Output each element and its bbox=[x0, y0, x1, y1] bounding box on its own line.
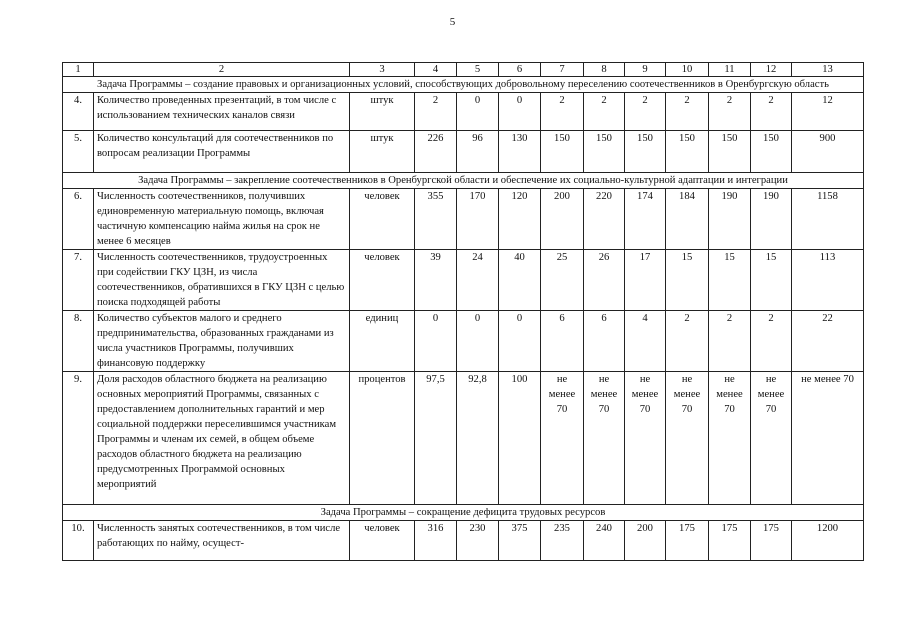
column-number-cell: 8 bbox=[584, 63, 625, 77]
value-cell: 15 bbox=[751, 250, 792, 311]
value-cell: не менее 70 bbox=[666, 372, 709, 505]
value-cell: не менее 70 bbox=[584, 372, 625, 505]
indicator-description: Количество проведенных презентаций, в том числе с использованием технических каналов связи bbox=[94, 93, 350, 131]
value-cell: 2 bbox=[751, 93, 792, 131]
column-number-cell: 12 bbox=[751, 63, 792, 77]
row-number: 5. bbox=[63, 131, 94, 173]
value-cell: 39 bbox=[415, 250, 457, 311]
value-cell: 24 bbox=[457, 250, 499, 311]
value-cell: не менее 70 bbox=[625, 372, 666, 505]
column-number-cell: 11 bbox=[709, 63, 751, 77]
value-cell: 316 bbox=[415, 521, 457, 561]
value-cell: 2 bbox=[709, 311, 751, 372]
value-cell: 190 bbox=[751, 189, 792, 250]
value-cell: 190 bbox=[709, 189, 751, 250]
task-section-row bbox=[63, 505, 864, 521]
value-cell: 150 bbox=[625, 131, 666, 173]
value-cell: 1158 bbox=[792, 189, 864, 250]
value-cell: 170 bbox=[457, 189, 499, 250]
value-cell: 0 bbox=[499, 93, 541, 131]
column-number-row bbox=[63, 63, 864, 77]
row-number: 7. bbox=[63, 250, 94, 311]
column-number-cell: 9 bbox=[625, 63, 666, 77]
indicator-description: Доля расходов областного бюджета на реализацию основных мероприятий Программы, связанных с предоставлением дополнительных гарантий и мер социальной поддержки переселившимся участникам Программы и членам их семей, в общем объеме расходов областного бюджета на реализацию предусмотренных Программой основных мероприятий bbox=[94, 372, 350, 505]
value-cell: 1200 bbox=[792, 521, 864, 561]
indicator-description: Численность соотечественников, трудоустроенных при содействии ГКУ ЦЗН, из числа соотечественников, обратившихся в ГКУ ЦЗН с целью поиска подходящей работы bbox=[94, 250, 350, 311]
value-cell: 175 bbox=[751, 521, 792, 561]
table-row bbox=[63, 131, 864, 173]
value-cell: 0 bbox=[415, 311, 457, 372]
value-cell: 2 bbox=[625, 93, 666, 131]
value-cell: 26 bbox=[584, 250, 625, 311]
value-cell: 2 bbox=[415, 93, 457, 131]
value-cell: 900 bbox=[792, 131, 864, 173]
table-body bbox=[63, 63, 864, 561]
unit-of-measure: штук bbox=[350, 93, 415, 131]
value-cell: 175 bbox=[709, 521, 751, 561]
column-number-cell: 6 bbox=[499, 63, 541, 77]
value-cell: 22 bbox=[792, 311, 864, 372]
value-cell: 40 bbox=[499, 250, 541, 311]
value-cell: 226 bbox=[415, 131, 457, 173]
row-number: 9. bbox=[63, 372, 94, 505]
column-number-cell: 2 bbox=[94, 63, 350, 77]
value-cell: 150 bbox=[584, 131, 625, 173]
unit-of-measure: штук bbox=[350, 131, 415, 173]
task-section-row bbox=[63, 77, 864, 93]
value-cell: 240 bbox=[584, 521, 625, 561]
value-cell: 92,8 bbox=[457, 372, 499, 505]
value-cell: 200 bbox=[625, 521, 666, 561]
value-cell: 375 bbox=[499, 521, 541, 561]
row-number: 8. bbox=[63, 311, 94, 372]
value-cell: 235 bbox=[541, 521, 584, 561]
value-cell: 2 bbox=[666, 311, 709, 372]
value-cell: 150 bbox=[541, 131, 584, 173]
value-cell: 4 bbox=[625, 311, 666, 372]
table-row bbox=[63, 521, 864, 561]
value-cell: 25 bbox=[541, 250, 584, 311]
table-row bbox=[63, 250, 864, 311]
value-cell: не менее 70 bbox=[751, 372, 792, 505]
task-section-title: Задача Программы – сокращение дефицита трудовых ресурсов bbox=[63, 505, 864, 521]
unit-of-measure: единиц bbox=[350, 311, 415, 372]
value-cell: 2 bbox=[751, 311, 792, 372]
value-cell: не менее 70 bbox=[541, 372, 584, 505]
value-cell: 2 bbox=[666, 93, 709, 131]
value-cell: 200 bbox=[541, 189, 584, 250]
value-cell: 15 bbox=[666, 250, 709, 311]
value-cell: 150 bbox=[666, 131, 709, 173]
column-number-cell: 3 bbox=[350, 63, 415, 77]
row-number: 4. bbox=[63, 93, 94, 131]
value-cell: 12 bbox=[792, 93, 864, 131]
indicator-description: Количество консультаций для соотечественников по вопросам реализации Программы bbox=[94, 131, 350, 173]
value-cell: 2 bbox=[541, 93, 584, 131]
value-cell: не менее 70 bbox=[792, 372, 864, 505]
value-cell: 220 bbox=[584, 189, 625, 250]
task-section-title: Задача Программы – создание правовых и организационных условий, способствующих добровольному переселению соотечественников в Оренбургскую область bbox=[63, 77, 864, 93]
value-cell: 355 bbox=[415, 189, 457, 250]
value-cell: 6 bbox=[584, 311, 625, 372]
value-cell: 2 bbox=[584, 93, 625, 131]
value-cell: 100 bbox=[499, 372, 541, 505]
table-row bbox=[63, 372, 864, 505]
value-cell: 6 bbox=[541, 311, 584, 372]
task-section-row bbox=[63, 173, 864, 189]
value-cell: 184 bbox=[666, 189, 709, 250]
unit-of-measure: человек bbox=[350, 521, 415, 561]
column-number-cell: 7 bbox=[541, 63, 584, 77]
value-cell: 230 bbox=[457, 521, 499, 561]
row-number: 6. bbox=[63, 189, 94, 250]
table-row bbox=[63, 311, 864, 372]
column-number-cell: 1 bbox=[63, 63, 94, 77]
indicator-description: Численность занятых соотечественников, в том числе работающих по найму, осущест- bbox=[94, 521, 350, 561]
column-number-cell: 4 bbox=[415, 63, 457, 77]
value-cell: 15 bbox=[709, 250, 751, 311]
row-number: 10. bbox=[63, 521, 94, 561]
column-number-cell: 10 bbox=[666, 63, 709, 77]
unit-of-measure: человек bbox=[350, 250, 415, 311]
value-cell: 175 bbox=[666, 521, 709, 561]
page-number: 5 bbox=[449, 16, 456, 28]
indicators-table bbox=[62, 62, 864, 561]
column-number-cell: 13 bbox=[792, 63, 864, 77]
unit-of-measure: человек bbox=[350, 189, 415, 250]
value-cell: 97,5 bbox=[415, 372, 457, 505]
value-cell: 0 bbox=[457, 93, 499, 131]
value-cell: 0 bbox=[457, 311, 499, 372]
value-cell: 130 bbox=[499, 131, 541, 173]
value-cell: 0 bbox=[499, 311, 541, 372]
value-cell: 113 bbox=[792, 250, 864, 311]
task-section-title: Задача Программы – закрепление соотечественников в Оренбургской области и обеспечение их социально-культурной адаптации и интеграции bbox=[63, 173, 864, 189]
value-cell: 96 bbox=[457, 131, 499, 173]
value-cell: 17 bbox=[625, 250, 666, 311]
column-number-cell: 5 bbox=[457, 63, 499, 77]
indicator-description: Количество субъектов малого и среднего предпринимательства, образованных гражданами из числа участников Программы, получивших финансовую поддержку bbox=[94, 311, 350, 372]
value-cell: 174 bbox=[625, 189, 666, 250]
value-cell: не менее 70 bbox=[709, 372, 751, 505]
table-row bbox=[63, 93, 864, 131]
value-cell: 120 bbox=[499, 189, 541, 250]
value-cell: 150 bbox=[709, 131, 751, 173]
indicator-description: Численность соотечественников, получивших единовременную материальную помощь, включая частичную компенсацию найма жилья на срок не менее 6 месяцев bbox=[94, 189, 350, 250]
value-cell: 2 bbox=[709, 93, 751, 131]
table-row bbox=[63, 189, 864, 250]
unit-of-measure: процентов bbox=[350, 372, 415, 505]
value-cell: 150 bbox=[751, 131, 792, 173]
